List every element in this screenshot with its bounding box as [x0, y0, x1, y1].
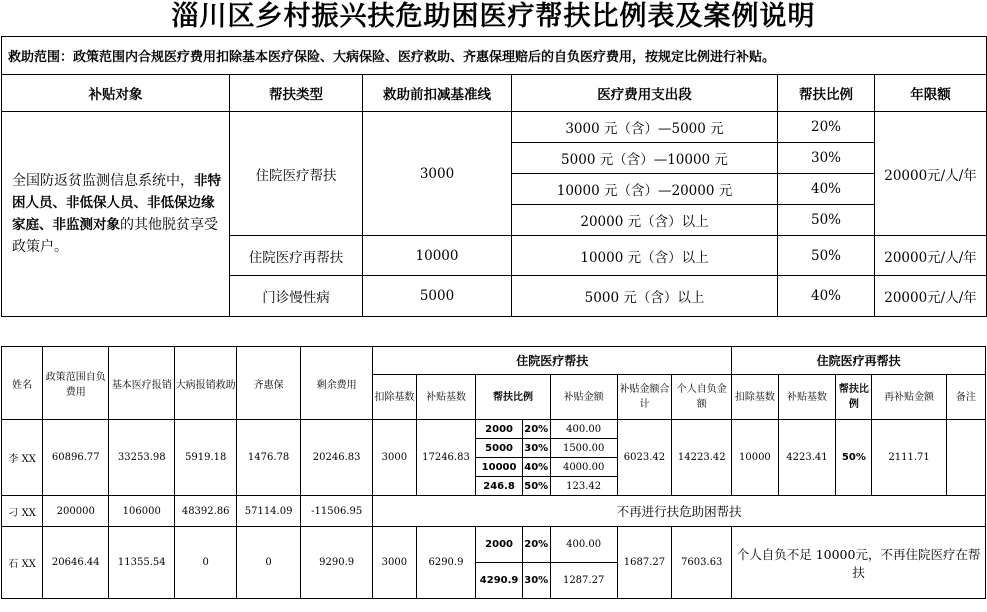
target-text-3: 的其他脱贫享受政策户。: [12, 217, 218, 255]
type-cell: 门诊慢性病: [230, 276, 363, 317]
tier-amount: 400.00: [550, 420, 617, 439]
case-deduct: 3000: [373, 527, 416, 599]
deduct-cell: 5000: [363, 276, 512, 317]
case-self-pay: 60896.77: [43, 420, 109, 496]
header-total: 补贴金额合计: [617, 375, 672, 420]
target-text-1: 全国防返贫监测信息系统中，: [12, 173, 194, 189]
deduct-cell: 10000: [363, 236, 512, 276]
segment-cell: 5000 元（含）—10000 元: [512, 143, 778, 174]
ratio-cell: 40%: [778, 174, 875, 205]
tier-base: 4290.9: [476, 563, 522, 599]
case-qihui: 57114.09: [237, 496, 301, 527]
segment-cell: 10000 元（含）—20000 元: [512, 174, 778, 205]
header-name: 姓名: [2, 347, 43, 420]
tier-base: 246.8: [476, 477, 522, 496]
case-base2: 4223.41: [778, 420, 836, 496]
ratio-cell: 40%: [778, 276, 875, 317]
case-remain: 20246.83: [301, 420, 373, 496]
case-qihui: 0: [237, 527, 301, 599]
case-base: 6290.9: [416, 527, 476, 599]
segment-cell: 5000 元（含）以上: [512, 276, 778, 317]
tier-base: 5000: [476, 439, 522, 458]
header-remain: 剩余费用: [301, 347, 373, 420]
header-amount2: 再补贴金额: [872, 375, 946, 420]
tier-ratio: 40%: [522, 458, 550, 477]
header-qihui: 齐惠保: [237, 347, 301, 420]
case-qihui: 1476.78: [237, 420, 301, 496]
case-name: 石 XX: [2, 527, 43, 599]
case-merged-note: 不再进行扶危助困帮扶: [373, 496, 986, 527]
header-personal: 个人自负金额: [672, 375, 732, 420]
case-deduct2: 10000: [732, 420, 778, 496]
case-remain: -11506.95: [301, 496, 373, 527]
type-cell: 住院医疗再帮扶: [230, 236, 363, 276]
tier-base: 2000: [476, 527, 522, 563]
ratio-cell: 50%: [778, 205, 875, 236]
case-note: [946, 420, 985, 496]
case-name: 刁 XX: [2, 496, 43, 527]
case-merged-note: 个人自负不足 10000元，不再住院医疗在帮扶: [732, 527, 986, 599]
case-deduct: 3000: [373, 420, 416, 496]
policy-table: [1, 36, 987, 317]
case-personal: 14223.42: [672, 420, 732, 496]
segment-cell: 3000 元（含）—5000 元: [512, 112, 778, 143]
case-amount2: 2111.71: [872, 420, 946, 496]
ratio-cell: 50%: [778, 236, 875, 276]
tier-ratio: 30%: [522, 439, 550, 458]
header-amount: 补贴金额: [550, 375, 617, 420]
segment-cell: 20000 元（含）以上: [512, 205, 778, 236]
header-ratio: 帮扶比例: [778, 75, 875, 112]
ratio-cell: 30%: [778, 143, 875, 174]
header-base: 补贴基数: [416, 375, 476, 420]
deduct-cell: 3000: [363, 112, 512, 236]
tier-ratio: 30%: [522, 563, 550, 599]
header-deduct: 扣除基数: [373, 375, 416, 420]
segment-cell: 10000 元（含）以上: [512, 236, 778, 276]
case-ratio2: 50%: [836, 420, 872, 496]
tier-amount: 1287.27: [550, 563, 617, 599]
case-base: 17246.83: [416, 420, 476, 496]
header-segment: 医疗费用支出段: [512, 75, 778, 112]
case-name: 李 XX: [2, 420, 43, 496]
case-total: 1687.27: [617, 527, 672, 599]
case-personal: 7603.63: [672, 527, 732, 599]
case-basic: 33253.98: [109, 420, 175, 496]
case-major: 48392.86: [175, 496, 237, 527]
header-self-pay: 政策范围自负费用: [43, 347, 109, 420]
page-title: 淄川区乡村振兴扶危助困医疗帮扶比例表及案例说明: [171, 1, 816, 32]
tier-ratio: 20%: [522, 527, 550, 563]
tier-amount: 123.42: [550, 477, 617, 496]
header-target: 补贴对象: [2, 75, 230, 112]
group-inpatient: 住院医疗帮扶: [373, 347, 732, 375]
header-base2: 补贴基数: [778, 375, 836, 420]
case-self-pay: 200000: [43, 496, 109, 527]
case-table: [1, 346, 986, 599]
case-major: 0: [175, 527, 237, 599]
tier-amount: 1500.00: [550, 439, 617, 458]
group-re-assist: 住院医疗再帮扶: [732, 347, 986, 375]
header-deduct: 救助前扣减基准线: [363, 75, 512, 112]
ratio-cell: 20%: [778, 112, 875, 143]
header-note: 备注: [946, 375, 985, 420]
case-remain: 9290.9: [301, 527, 373, 599]
header-ratio2: 帮扶比例: [836, 375, 872, 420]
tier-base: 10000: [476, 458, 522, 477]
case-basic: 106000: [109, 496, 175, 527]
case-self-pay: 20646.44: [43, 527, 109, 599]
header-ratio: 帮扶比例: [476, 375, 550, 420]
limit-cell: 20000元/人/年: [875, 276, 987, 317]
header-limit: 年限额: [875, 75, 987, 112]
scope-text: 救助范围：政策范围内合规医疗费用扣除基本医疗保险、大病保险、医疗救助、齐惠保理赔后的自负医疗费用，按规定比例进行补贴。: [2, 37, 987, 75]
tier-ratio: 20%: [522, 420, 550, 439]
header-deduct2: 扣除基数: [732, 375, 778, 420]
tier-ratio: 50%: [522, 477, 550, 496]
limit-cell: 20000元/人/年: [875, 236, 987, 276]
case-total: 6023.42: [617, 420, 672, 496]
case-basic: 11355.54: [109, 527, 175, 599]
header-major: 大病报销救助: [175, 347, 237, 420]
tier-base: 2000: [476, 420, 522, 439]
tier-amount: 4000.00: [550, 458, 617, 477]
target-text-2: 非特困人员、非低保人员、非低保边缘家庭、非监测对象: [12, 173, 221, 233]
limit-cell: 20000元/人/年: [875, 112, 987, 236]
target-description: [2, 112, 230, 317]
header-type: 帮扶类型: [230, 75, 363, 112]
header-basic: 基本医疗报销: [109, 347, 175, 420]
tier-amount: 400.00: [550, 527, 617, 563]
case-major: 5919.18: [175, 420, 237, 496]
type-cell: 住院医疗帮扶: [230, 112, 363, 236]
